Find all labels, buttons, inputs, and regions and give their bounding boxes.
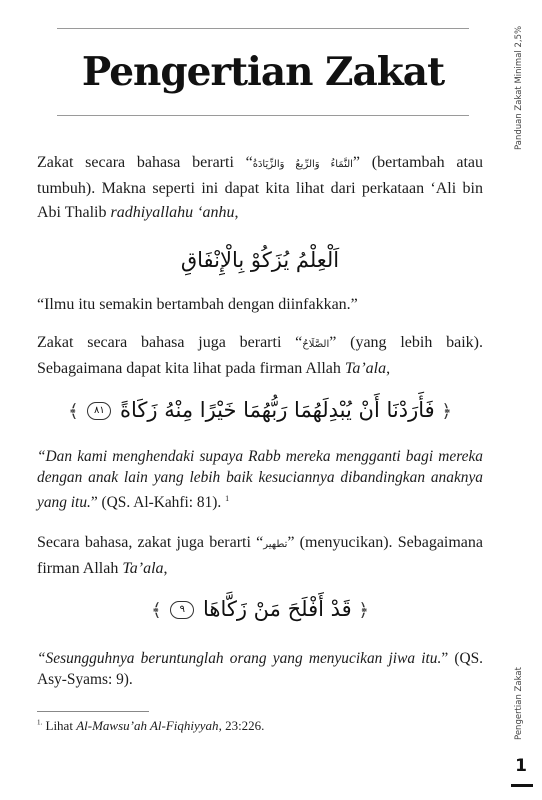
arabic-term-growth: النَّمَاءُ وَالرِّيعُ وَالزِّيَادَةُ bbox=[252, 159, 353, 170]
translation-asy-syams: “Sesungguhnya beruntunglah orang yang menyucikan jiwa itu.” (QS. Asy-Syams: 9). bbox=[37, 650, 483, 688]
paragraph-zakat-better: Zakat secara bahasa juga berarti “الصَّلَاحُ” (yang lebih baik). Sebagaimana dapat kita lihat pada firman Allah Ta’ala, bbox=[37, 334, 484, 377]
quran-verse-asy-syams: ﴿ قَدْ أَفْلَحَ مَنْ زَكَّاهَا ٩ ﴾ bbox=[151, 597, 369, 621]
ornament-close-icon: ﴾ bbox=[68, 401, 79, 422]
ornament-close-icon: ﴾ bbox=[151, 600, 162, 621]
title-rule-bottom bbox=[57, 115, 469, 116]
ayah-number-badge: ٩ bbox=[170, 601, 194, 619]
arabic-quote-ali: اَلْعِلْمُ يُزَكُوْ بِالْإِنْفَاقِ bbox=[180, 248, 340, 272]
translation-al-kahfi: “Dan kami menghendaki supaya Rabb mereka mengganti bagi mereka dengan anak lain yang lebih baik kesuciannya dibandingkan anaknya yang itu.” (QS. Al-Kahfi: 81). $^1$ bbox=[37, 448, 483, 512]
footnote-divider bbox=[37, 711, 149, 712]
translation-ali-quote: “Ilmu itu semakin bertambah dengan diinfakkan.” bbox=[37, 296, 358, 313]
quran-verse-al-kahfi: ﴿ فَأَرَدْنَا أَنْ يُبْدِلَهُمَا رَبُّهُمَا خَيْرًا مِنْهُ زَكَاةً ٨١ ﴾ bbox=[68, 398, 452, 422]
arabic-term-purify: تطهير bbox=[263, 539, 288, 550]
footnote-ref: 1 bbox=[225, 494, 230, 503]
paragraph-zakat-purify: Secara bahasa, zakat juga berarti “تطهير” (menyucikan). Sebagaimana firman Allah Ta’ala, bbox=[37, 534, 484, 577]
page-title: Pengertian Zakat bbox=[81, 49, 445, 95]
running-header-book-title: Panduan Zakat Minimal 2,5% bbox=[514, 25, 524, 150]
footnote: $^{1.}$ Lihat Al-Mawsu’ah Al-Fiqhiyyah, 23:226. bbox=[37, 718, 265, 733]
ayah-number-badge: ٨١ bbox=[87, 402, 111, 420]
paragraph-zakat-definition: Zakat secara bahasa berarti “النَّمَاءُ وَالرِّيعُ وَالزِّيَادَةُ” (bertambah atau tumbuh). Makna seperti ini dapat kita lihat dari perkataan ‘Ali bin Abi Thalib radhiyallahu ‘anhu, bbox=[37, 154, 484, 221]
ornament-open-icon: ﴿ bbox=[358, 600, 369, 621]
ornament-open-icon: ﴿ bbox=[441, 401, 452, 422]
page-number: 1 bbox=[515, 756, 527, 776]
title-rule-top bbox=[57, 28, 469, 29]
running-header-chapter: Pengertian Zakat bbox=[514, 667, 524, 740]
arabic-term-better: الصَّلَاحُ bbox=[302, 339, 330, 350]
page-number-bar bbox=[511, 784, 533, 787]
